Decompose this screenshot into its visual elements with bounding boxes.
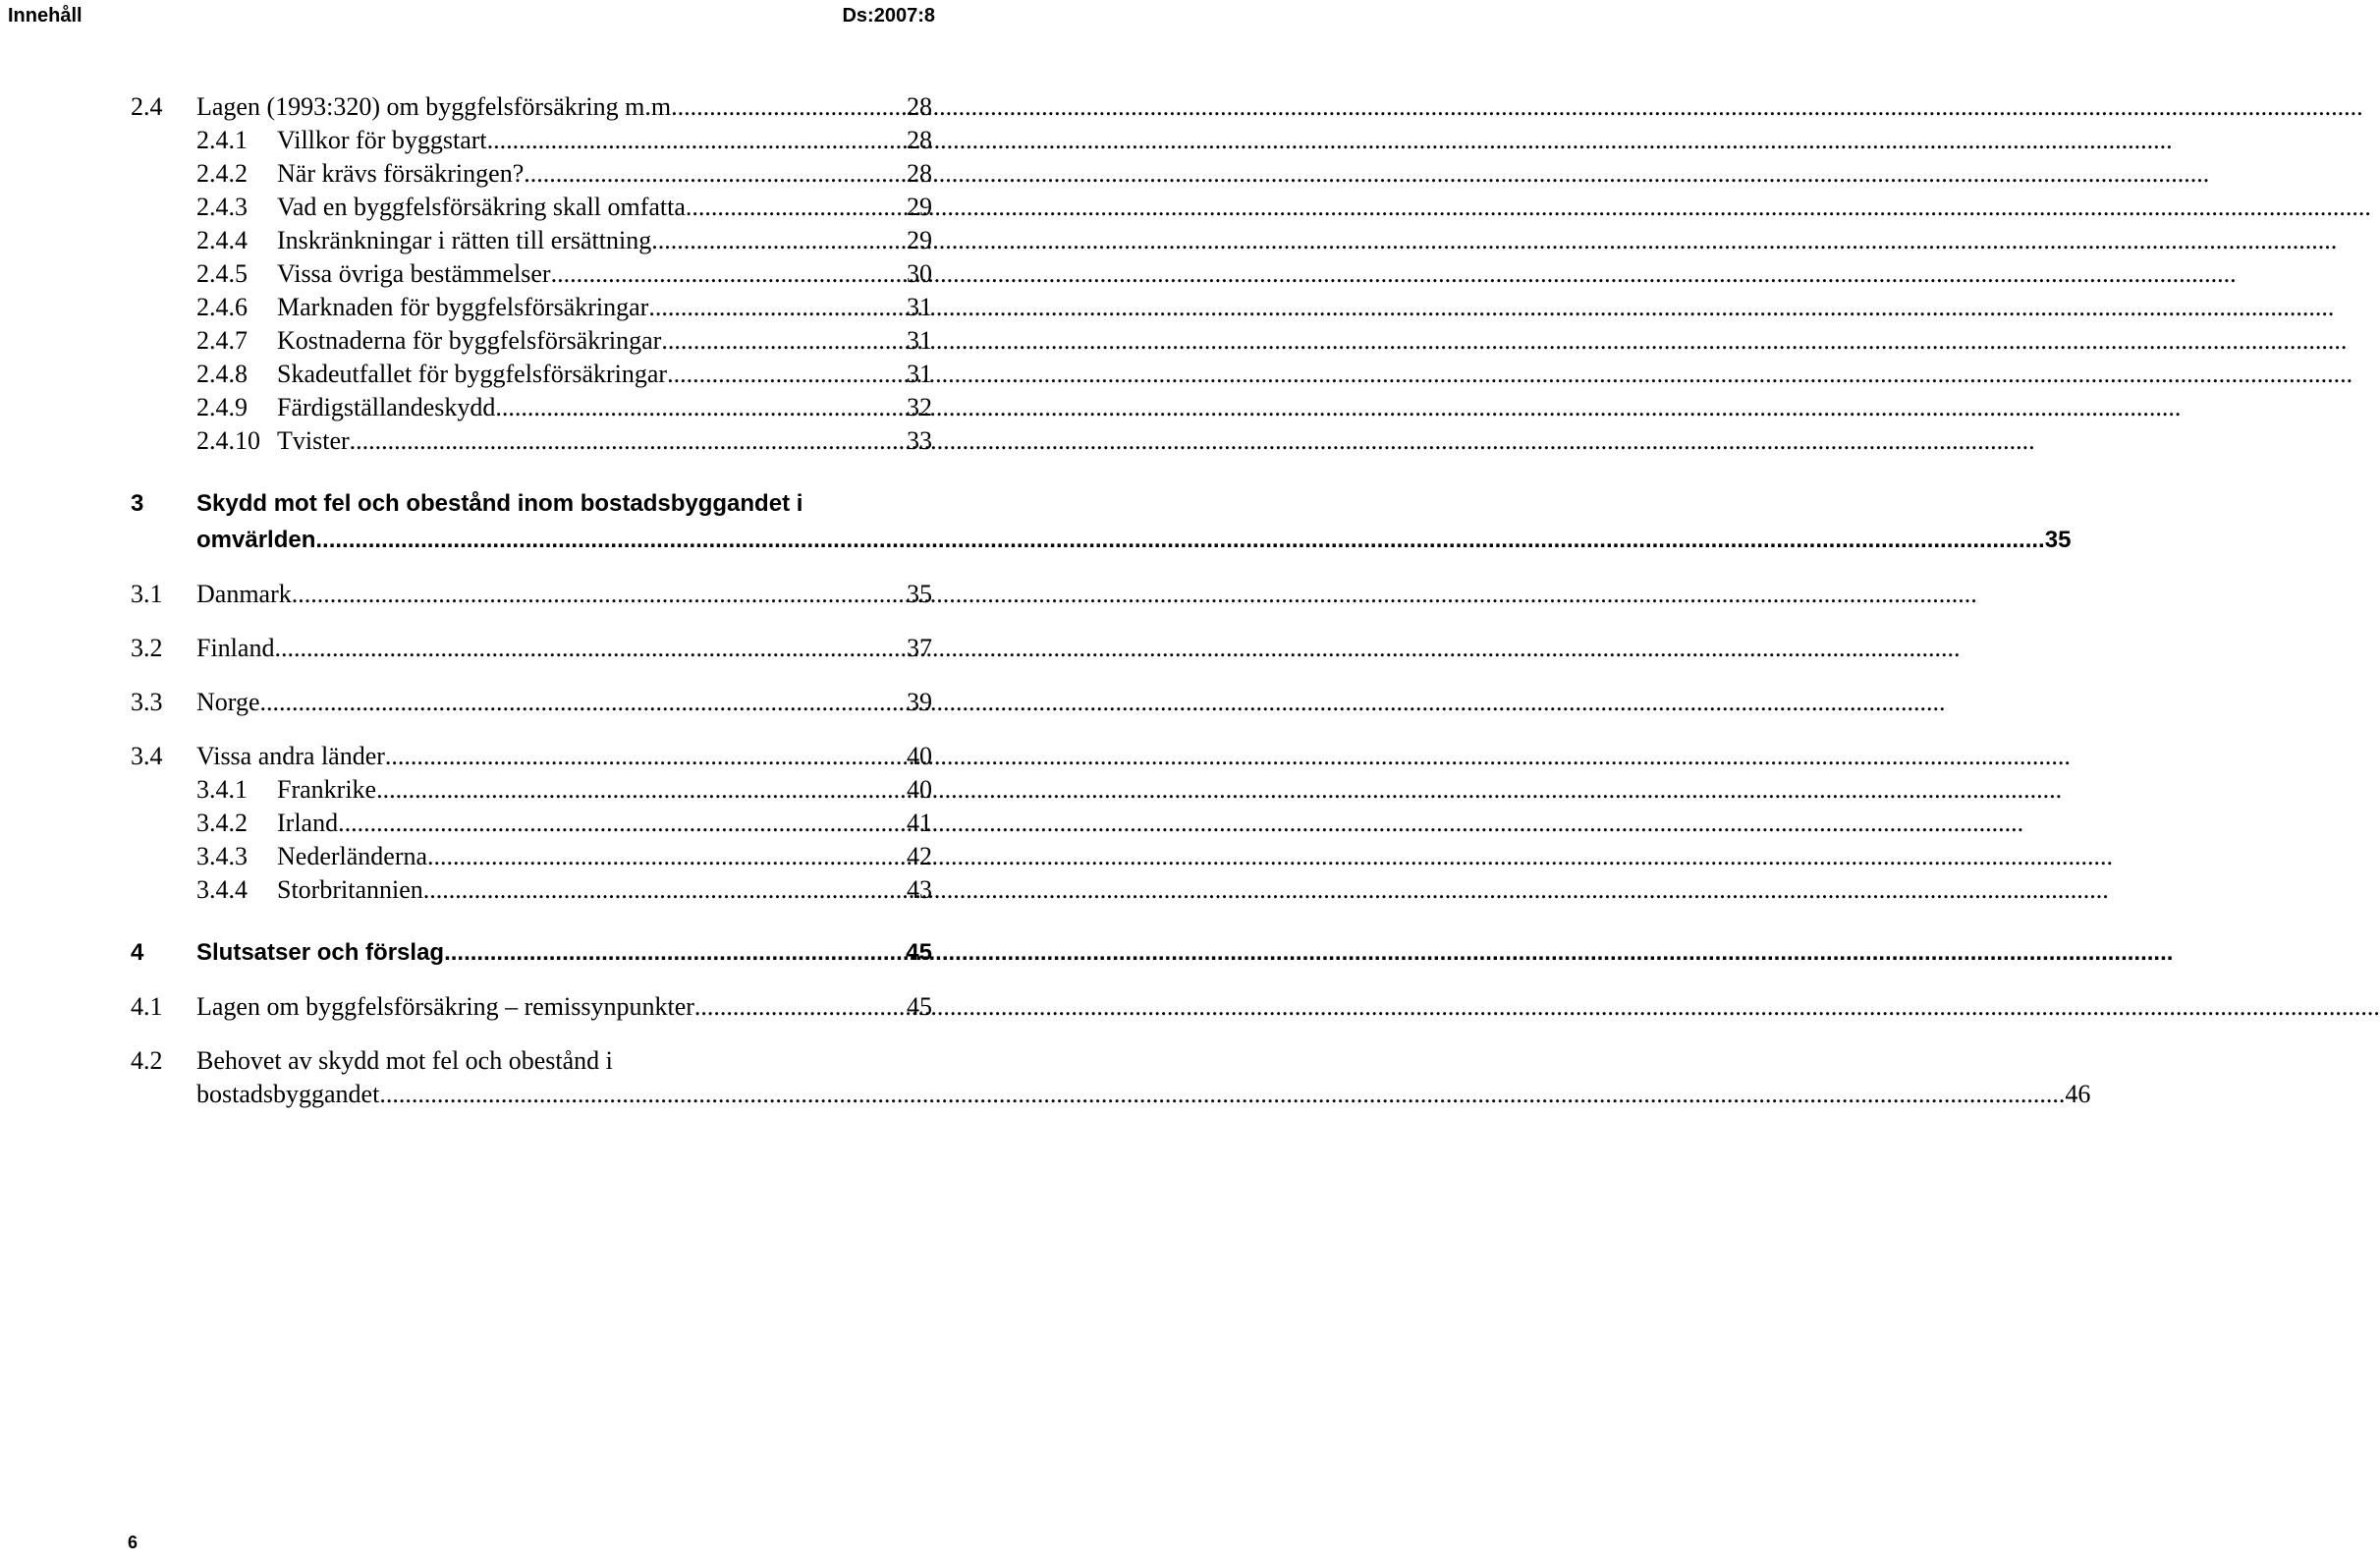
toc-entry-number: 2.4.6	[196, 293, 248, 321]
toc-entry-page: 29	[907, 193, 932, 221]
toc-entry-2-4-5[interactable]	[131, 257, 932, 291]
toc-entry-title: Lagen (1993:320) om byggfelsförsäkring m.m.	[196, 92, 678, 121]
toc-entry-title: Vissa övriga bestämmelser	[277, 259, 551, 288]
toc-entry-4-1[interactable]	[131, 990, 932, 1024]
toc-entry-title: Irland	[277, 809, 339, 837]
toc-entry-title: När krävs försäkringen?	[277, 159, 525, 188]
toc-entry-2-4-8[interactable]	[131, 358, 932, 391]
toc-entry-number: 2.4.1	[196, 126, 248, 154]
dot-leader	[350, 424, 907, 458]
toc-entry-title: Marknaden för byggfelsförsäkringar	[277, 293, 649, 321]
toc-entry-3-4-4[interactable]	[131, 873, 932, 907]
toc-entry-title: Nederländerna	[277, 842, 428, 870]
toc-entry-2-4-7[interactable]	[131, 324, 932, 358]
dot-leader	[376, 773, 907, 807]
dot-leader	[551, 257, 907, 291]
toc-entry-title: Norge	[196, 688, 260, 716]
toc-entry-number: 2.4.2	[196, 159, 248, 188]
toc-entry-number: 2.4.10	[196, 426, 260, 455]
toc-entry-number: 3.3	[131, 688, 163, 716]
dot-leader	[686, 191, 907, 224]
toc-entry-page: 40	[907, 742, 932, 770]
dot-leader	[651, 224, 907, 257]
toc-entry-number: 3.4.4	[196, 875, 248, 904]
toc-entry-2-4-2[interactable]	[131, 157, 932, 191]
toc-entry-title: Danmark	[196, 580, 292, 608]
header-document-id: Ds:2007:8	[842, 5, 935, 27]
dot-leader	[444, 934, 906, 971]
dot-leader	[315, 522, 2044, 558]
toc-entry-page: 29	[907, 226, 932, 254]
dot-leader	[661, 324, 907, 358]
toc-entry-title-line2: bostadsbyggandet	[196, 1080, 380, 1108]
toc-entry-2-4-9[interactable]	[131, 391, 932, 424]
toc-entry-3-4[interactable]	[131, 740, 932, 773]
toc-entry-page: 30	[907, 259, 932, 288]
toc-entry-page: 46	[2065, 1080, 2091, 1108]
page-number: 6	[128, 1533, 138, 1552]
toc-entry-title: Tvister	[277, 426, 350, 455]
toc-entry-title: Storbritannien	[277, 875, 423, 904]
toc-entry-number: 2.4.9	[196, 393, 248, 421]
toc-chapter-number: 4	[131, 939, 144, 966]
toc-entry-title: Lagen om byggfelsförsäkring – remissynpunkter	[196, 992, 694, 1021]
toc-entry-number: 2.4.5	[196, 259, 248, 288]
toc-entry-number: 3.4.3	[196, 842, 248, 870]
toc-entry-page: 39	[907, 688, 932, 716]
toc-entry-page: 41	[907, 809, 932, 837]
toc-entry-page: 28	[907, 159, 932, 188]
toc-entry-number: 3.4.1	[196, 775, 248, 804]
toc-entry-page: 37	[907, 634, 932, 662]
dot-leader	[667, 358, 907, 391]
dot-leader	[694, 990, 907, 1024]
dot-leader	[423, 873, 907, 907]
running-header	[0, 0, 943, 37]
toc-chapter-title: Slutsatser och förslag	[196, 939, 445, 966]
toc-entry-2-4[interactable]	[131, 90, 932, 124]
toc-entry-page: 31	[907, 326, 932, 355]
toc-entry-3-4-1[interactable]	[131, 773, 932, 807]
toc-entry-3-2[interactable]	[131, 632, 932, 665]
toc-entry-4-2[interactable]	[131, 1044, 2091, 1111]
toc-chapter-title-line2: omvärlden	[196, 527, 316, 553]
dot-leader	[427, 840, 907, 873]
toc-chapter-number: 3	[131, 490, 144, 517]
dot-leader	[678, 90, 907, 124]
toc-entry-number: 2.4	[131, 92, 163, 121]
dot-leader	[338, 807, 907, 840]
dot-leader	[379, 1078, 2065, 1111]
toc-entry-number: 2.4.3	[196, 193, 248, 221]
dot-leader	[292, 578, 907, 611]
toc-entry-title: Kostnaderna för byggfelsförsäkringar	[277, 326, 662, 355]
toc-entry-3-1[interactable]	[131, 578, 932, 611]
toc-entry-page: 42	[907, 842, 932, 870]
toc-entry-page: 45	[907, 992, 932, 1021]
toc-entry-title: Vissa andra länder	[196, 742, 385, 770]
toc-entry-number: 2.4.8	[196, 360, 248, 388]
dot-leader	[495, 391, 907, 424]
toc-entry-2-4-3[interactable]	[131, 191, 932, 224]
toc-entry-number: 3.1	[131, 580, 163, 608]
toc-entry-2-4-6[interactable]	[131, 291, 932, 324]
dot-leader	[487, 124, 907, 157]
dot-leader	[274, 632, 907, 665]
toc-entry-title: Frankrike	[277, 775, 377, 804]
toc-chapter-page: 35	[2044, 527, 2072, 553]
toc-entry-number: 3.4	[131, 742, 163, 770]
toc-entry-2-4-1[interactable]	[131, 124, 932, 157]
toc-entry-3-4-2[interactable]	[131, 807, 932, 840]
dot-leader	[648, 291, 907, 324]
toc-entry-page: 31	[907, 360, 932, 388]
toc-entry-title: Färdigställandeskydd	[277, 393, 496, 421]
toc-chapter-4[interactable]	[131, 934, 932, 971]
dot-leader	[385, 740, 907, 773]
toc-entry-title-line1: Behovet av skydd mot fel och obestånd i	[196, 1046, 613, 1075]
toc-entry-number: 3.4.2	[196, 809, 248, 837]
toc-entry-title: Inskränkningar i rätten till ersättning	[277, 226, 652, 254]
toc-chapter-title-line1: Skydd mot fel och obestånd inom bostadsbyggandet i	[196, 490, 803, 517]
toc-entry-title: Skadeutfallet för byggfelsförsäkringar	[277, 360, 668, 388]
toc-entry-page: 40	[907, 775, 932, 804]
toc-entry-number: 4.2	[131, 1046, 163, 1075]
toc-entry-2-4-10[interactable]	[131, 424, 932, 458]
toc-chapter-page: 45	[906, 939, 932, 966]
toc-entry-page: 33	[907, 426, 932, 455]
toc-entry-number: 4.1	[131, 992, 163, 1021]
header-section-title: Innehåll	[8, 5, 83, 27]
toc-entry-page: 32	[907, 393, 932, 421]
toc-chapter-3[interactable]	[131, 485, 2072, 558]
toc-entry-title: Villkor för byggstart	[277, 126, 487, 154]
toc-entry-number: 2.4.4	[196, 226, 248, 254]
toc-entry-2-4-4[interactable]	[131, 224, 932, 257]
toc-entry-page: 43	[907, 875, 932, 904]
dot-leader	[260, 686, 907, 719]
toc-entry-page: 28	[907, 126, 932, 154]
toc-entry-number: 3.2	[131, 634, 163, 662]
table-of-contents	[131, 90, 2091, 1111]
dot-leader	[524, 157, 907, 191]
toc-entry-page: 28	[907, 92, 932, 121]
toc-entry-number: 2.4.7	[196, 326, 248, 355]
toc-entry-title: Vad en byggfelsförsäkring skall omfatta	[277, 193, 686, 221]
toc-entry-3-3[interactable]	[131, 686, 932, 719]
toc-entry-3-4-3[interactable]	[131, 840, 932, 873]
toc-entry-title: Finland	[196, 634, 275, 662]
toc-entry-page: 35	[907, 580, 932, 608]
toc-entry-page: 31	[907, 293, 932, 321]
